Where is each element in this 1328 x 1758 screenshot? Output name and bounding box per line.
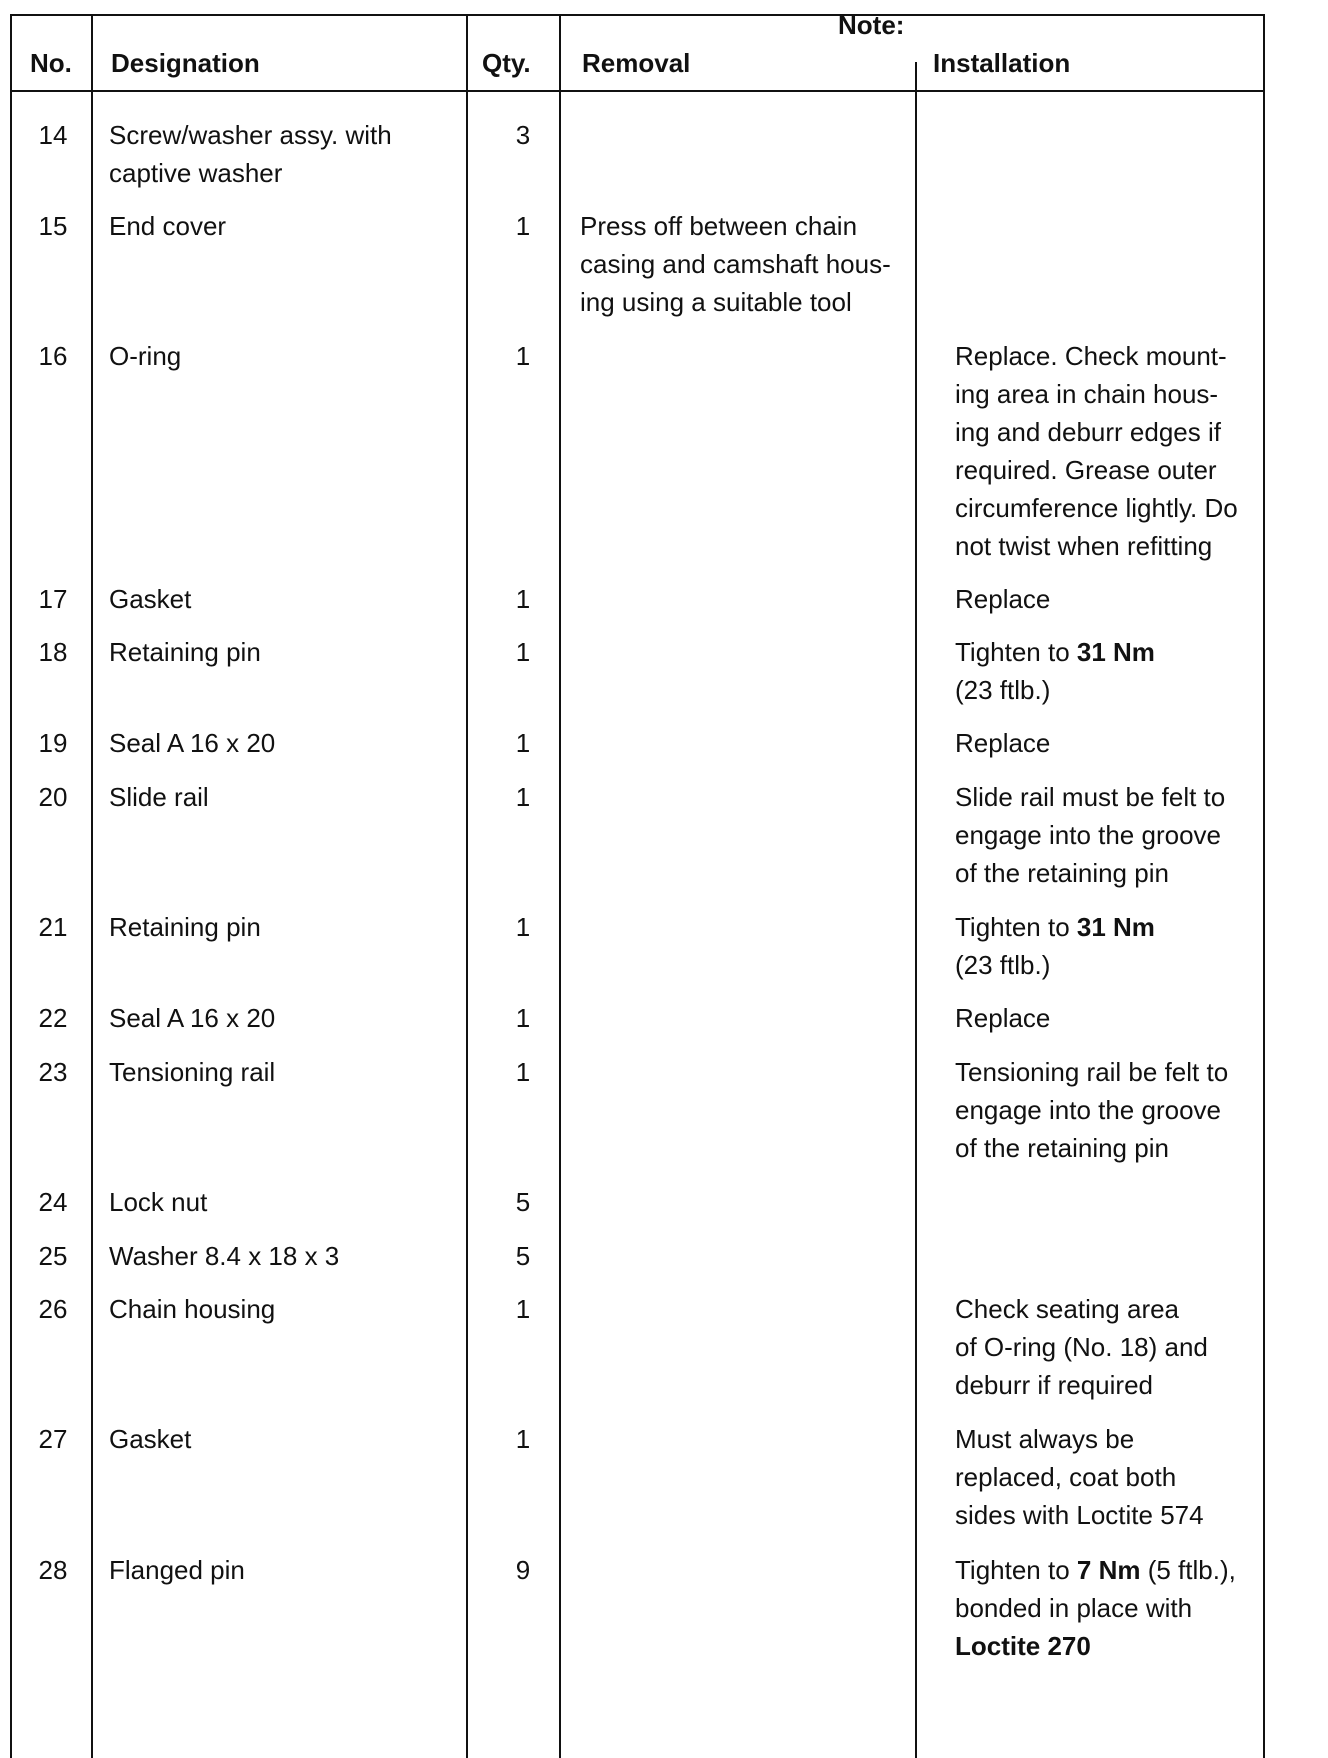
- row-21-no: 21: [38, 912, 68, 942]
- row-21-qty: 1: [515, 912, 531, 942]
- row-18-qty: 1: [515, 637, 531, 667]
- row-21-torque-value: 31 Nm: [1076, 912, 1155, 942]
- row-28-no: 28: [38, 1555, 68, 1585]
- row-16-no: 16: [38, 341, 68, 371]
- table-right-border: [1263, 14, 1265, 1758]
- row-19-no: 19: [38, 728, 68, 758]
- row-25-no: 25: [38, 1241, 68, 1271]
- row-20-installation: Slide rail must be felt to engage into the groove of the retaining pin: [955, 782, 1226, 888]
- row-17-qty: 1: [515, 584, 531, 614]
- row-18-torque-value: 31 Nm: [1076, 637, 1155, 667]
- row-17-designation: Gasket: [109, 584, 192, 614]
- row-27-installation: Must always be replaced, coat both sides with Loctite 574: [955, 1424, 1204, 1530]
- table-top-border: [10, 14, 1265, 16]
- row-17-no: 17: [38, 584, 68, 614]
- row-28-installation: [955, 1551, 1236, 1665]
- table-left-border: [10, 14, 12, 1758]
- row-14-qty: 3: [515, 120, 531, 150]
- row-28-adhesive: Loctite 270: [955, 1631, 1091, 1661]
- row-23-installation: Tensioning rail be felt to engage into the groove of the retaining pin: [955, 1057, 1229, 1163]
- header-qty: Qty.: [482, 48, 531, 78]
- row-15-designation: End cover: [109, 211, 227, 241]
- row-18-designation: Retaining pin: [109, 637, 261, 667]
- row-24-designation: Lock nut: [109, 1187, 208, 1217]
- row-28-installation-text: Tighten to: [955, 1555, 1077, 1585]
- row-14-designation: Screw/washer assy. with captive washer: [109, 120, 392, 188]
- col-divider-no: [91, 14, 93, 1758]
- row-23-qty: 1: [515, 1057, 531, 1087]
- row-21-installation-text: Tighten to: [955, 912, 1077, 942]
- row-16-qty: 1: [515, 341, 531, 371]
- row-15-qty: 1: [515, 211, 531, 241]
- row-16-installation: Replace. Check mount- ing area in chain hous- ing and deburr edges if required. Grease outer circumference lightly. Do not twist when refitting: [955, 341, 1238, 561]
- row-26-installation: Check seating area of O-ring (No. 18) and deburr if required: [955, 1294, 1208, 1400]
- row-24-qty: 5: [515, 1187, 531, 1217]
- row-14-no: 14: [38, 120, 68, 150]
- row-24-no: 24: [38, 1187, 68, 1217]
- row-27-qty: 1: [515, 1424, 531, 1454]
- row-20-designation: Slide rail: [109, 782, 209, 812]
- row-15-no: 15: [38, 211, 68, 241]
- row-20-qty: 1: [515, 782, 531, 812]
- row-21-designation: Retaining pin: [109, 912, 261, 942]
- row-18-installation: [955, 633, 1155, 709]
- row-18-installation-text-2: (23 ftlb.): [955, 675, 1051, 705]
- row-23-no: 23: [38, 1057, 68, 1087]
- row-28-designation: Flanged pin: [109, 1555, 245, 1585]
- row-21-installation: [955, 908, 1155, 984]
- row-23-designation: Tensioning rail: [109, 1057, 276, 1087]
- row-27-designation: Gasket: [109, 1424, 192, 1454]
- row-21-installation-text-2: (23 ftlb.): [955, 950, 1051, 980]
- row-22-no: 22: [38, 1003, 68, 1033]
- row-20-no: 20: [38, 782, 68, 812]
- header-note: Note:: [838, 10, 905, 40]
- row-19-qty: 1: [515, 728, 531, 758]
- row-16-designation: O-ring: [109, 341, 182, 371]
- header-bottom-border: [10, 90, 1265, 92]
- row-26-no: 26: [38, 1294, 68, 1324]
- row-28-qty: 9: [515, 1555, 531, 1585]
- row-27-no: 27: [38, 1424, 68, 1454]
- row-28-installation-text-2: (5 ftlb.), bonded in place with: [955, 1555, 1236, 1623]
- row-18-no: 18: [38, 637, 68, 667]
- row-28-torque-value: 7 Nm: [1076, 1555, 1141, 1585]
- row-18-installation-text: Tighten to: [955, 637, 1077, 667]
- header-installation: Installation: [933, 48, 1071, 78]
- row-26-designation: Chain housing: [109, 1294, 276, 1324]
- row-22-installation: Replace: [955, 1003, 1051, 1033]
- row-25-qty: 5: [515, 1241, 531, 1271]
- col-divider-removal: [915, 62, 917, 1758]
- col-divider-qty: [559, 14, 561, 1758]
- row-26-qty: 1: [515, 1294, 531, 1324]
- row-15-removal: Press off between chain casing and camshaft hous- ing using a suitable tool: [580, 211, 891, 317]
- row-17-installation: Replace: [955, 584, 1051, 614]
- header-removal: Removal: [582, 48, 691, 78]
- header-no: No.: [30, 48, 72, 78]
- col-divider-designation: [466, 14, 468, 1758]
- row-22-designation: Seal A 16 x 20: [109, 1003, 276, 1033]
- row-25-designation: Washer 8.4 x 18 x 3: [109, 1241, 340, 1271]
- row-19-installation: Replace: [955, 728, 1051, 758]
- header-designation: Designation: [111, 48, 260, 78]
- row-19-designation: Seal A 16 x 20: [109, 728, 276, 758]
- row-22-qty: 1: [515, 1003, 531, 1033]
